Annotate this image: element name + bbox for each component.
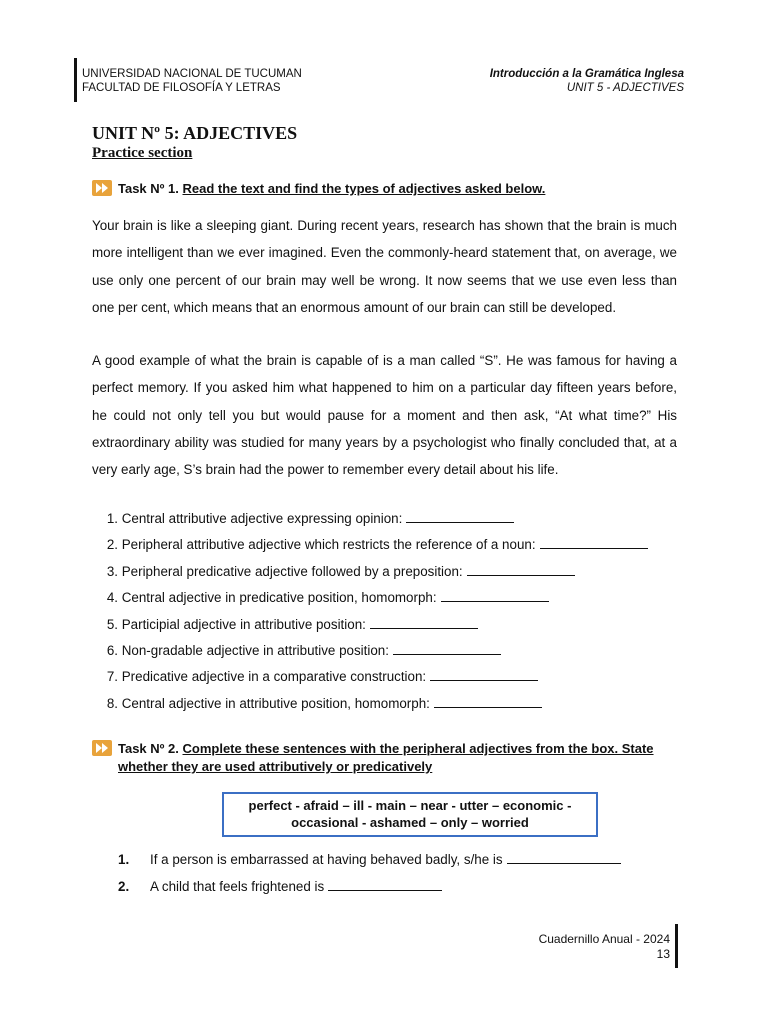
- task-2-sentence-2: 2. A child that feels frightened is: [118, 879, 442, 894]
- answer-blank[interactable]: [328, 879, 442, 891]
- task-1-question-list: [92, 508, 648, 719]
- answer-blank[interactable]: [430, 669, 538, 681]
- fast-forward-icon: [92, 180, 112, 196]
- task-2-heading: [92, 740, 654, 776]
- task-1-heading: [92, 180, 545, 198]
- footer-divider: [675, 924, 678, 968]
- answer-blank[interactable]: [540, 537, 648, 549]
- task-2-instruction-line-1: Complete these sentences with the peripheral adjectives from the box. State: [182, 741, 654, 756]
- list-item: 7. Predicative adjective in a comparative construction:: [92, 666, 648, 692]
- task-1-label: Task Nº 1.: [118, 181, 179, 196]
- answer-blank[interactable]: [507, 852, 621, 864]
- answer-blank[interactable]: [370, 617, 478, 629]
- list-item: 3. Peripheral predicative adjective followed by a preposition:: [92, 561, 648, 587]
- list-item: 2. Peripheral attributive adjective which restricts the reference of a noun:: [92, 534, 648, 560]
- list-item: 5. Participial adjective in attributive position:: [92, 614, 648, 640]
- unit-name: UNIT 5 - ADJECTIVES: [566, 82, 684, 94]
- header-divider: [74, 58, 77, 102]
- word-box-line-1: perfect - afraid – ill - main – near - utter – economic -: [248, 798, 572, 813]
- section-subtitle: Practice section: [92, 145, 193, 161]
- answer-blank[interactable]: [467, 564, 575, 576]
- course-name: Introducción a la Gramática Inglesa: [489, 68, 684, 80]
- answer-blank[interactable]: [406, 511, 514, 523]
- footer-label: Cuadernillo Anual - 2024: [538, 932, 670, 946]
- task-1-paragraph-1: Your brain is like a sleeping giant. During recent years, research has shown that the brain is much more intelligent than we ever imagined. Even the commonly-heard statement that, on average, we use only one percent of our brain may well be wrong. It now seems that we use even less than one per cent, which means that an enormous amount of our brain can still be developed.: [92, 218, 677, 315]
- header-institution: [82, 67, 302, 95]
- word-box-line-2: occasional - ashamed – only – worried: [291, 815, 529, 830]
- task-2-sentence-1: 1. If a person is embarrassed at having behaved badly, s/he is: [118, 852, 621, 867]
- list-item: 4. Central adjective in predicative position, homomorph:: [92, 587, 648, 613]
- word-box: [222, 792, 598, 837]
- list-item: 6. Non-gradable adjective in attributive position:: [92, 640, 648, 666]
- header-course: [490, 67, 684, 95]
- answer-blank[interactable]: [441, 590, 549, 602]
- list-item: 1. Central attributive adjective expressing opinion:: [92, 508, 648, 534]
- faculty-name: FACULTAD DE FILOSOFÍA Y LETRAS: [82, 82, 281, 94]
- fast-forward-icon: [92, 740, 112, 756]
- list-item: 8. Central adjective in attributive position, homomorph:: [92, 693, 648, 719]
- task-2-label: Task Nº 2.: [118, 741, 179, 756]
- task-1-paragraph-2: A good example of what the brain is capable of is a man called “S”. He was famous for having a perfect memory. If you asked him what happened to him on a particular day fifteen years before, he could not only tell you but would pause for a moment and then ask, “At what time?” His extraordinary ability was studied for many years by a psychologist who finally concluded that, at a very early age, S’s brain had the power to remember every detail about his life.: [92, 353, 677, 478]
- task-2-instruction-line-2: whether they are used attributively or predicatively: [118, 759, 433, 774]
- page-title: UNIT Nº 5: ADJECTIVES: [92, 123, 298, 143]
- answer-blank[interactable]: [393, 643, 501, 655]
- answer-blank[interactable]: [434, 696, 542, 708]
- university-name: UNIVERSIDAD NACIONAL DE TUCUMAN: [82, 68, 302, 80]
- page-number: 13: [656, 947, 670, 961]
- footer: [539, 932, 670, 962]
- task-1-instruction: Read the text and find the types of adjectives asked below.: [182, 181, 546, 196]
